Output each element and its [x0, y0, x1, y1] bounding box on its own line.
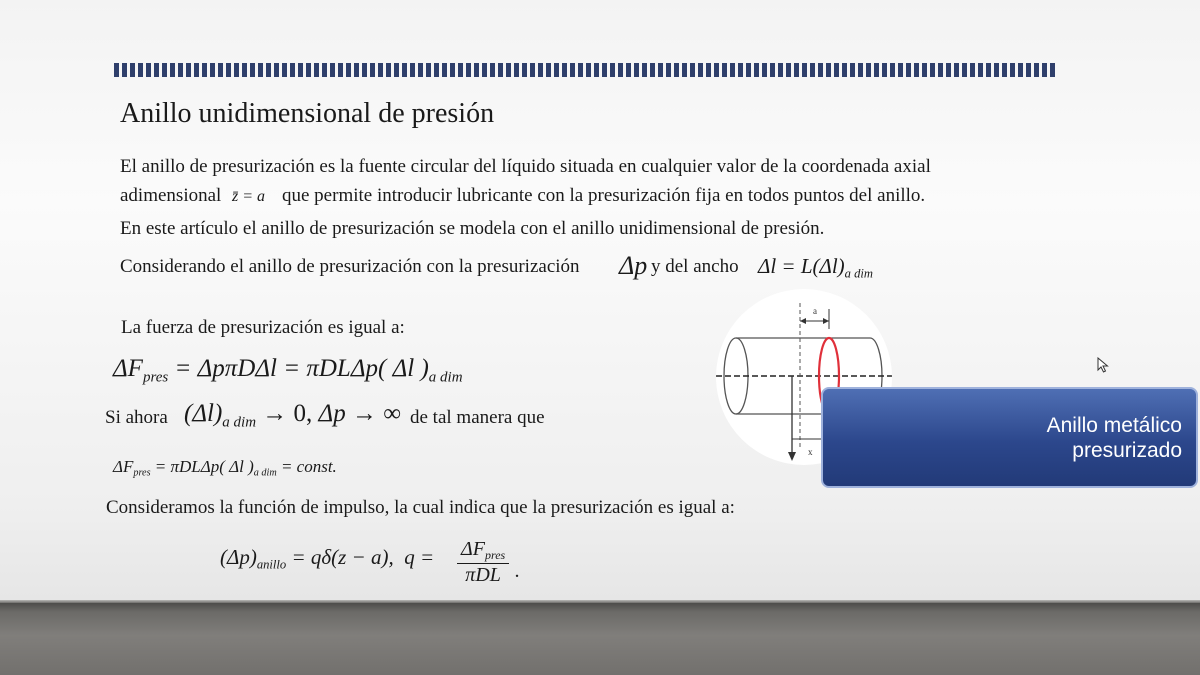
callout-text: [1047, 413, 1182, 463]
callout-banner: [821, 387, 1198, 488]
diagram-label-x: x: [808, 447, 813, 457]
diagram-label-a: a: [813, 306, 817, 316]
paragraph-9: Consideramos la función de impulso, la cual indica que la presurización es igual a:: [106, 497, 735, 518]
formula-const: $\Delta F_{pres} = \pi DL\Delta p$( Δl )$_{a dim}$ = const.: [113, 457, 337, 479]
paragraph-4-mid: y del ancho: [651, 256, 739, 277]
paragraph-2-start: adimensional: [120, 185, 222, 206]
floor-background: [0, 603, 1200, 675]
paragraph-7-end: de tal manera que: [410, 407, 545, 428]
callout-line-2: presurizado: [1072, 439, 1182, 463]
paragraph-3: En este artículo el anillo de presurización se modela con el anillo unidimensional de presión.: [120, 218, 825, 239]
paragraph-7-start: Si ahora: [105, 407, 168, 428]
mouse-pointer-icon: [1097, 357, 1109, 378]
callout-line-1: Anillo metálico: [1046, 414, 1182, 437]
formula-period: .: [515, 560, 520, 582]
formula-z-equals-a: z̄ = a: [232, 188, 266, 205]
paragraph-2-end: que permite introducir lubricante con la presurización fija en todos puntos del anillo.: [282, 185, 926, 206]
paragraph-4-start: Considerando el anillo de presurización con la presurización: [120, 256, 580, 277]
paragraph-1: El anillo de presurización es la fuente circular del líquido situada en cualquier valor de la coordenada axial: [120, 156, 931, 177]
slide-title: Anillo unidimensional de presión: [120, 98, 495, 129]
formula-limit: $(\Delta l)_{a dim} \to 0$, Δp → ∞: [184, 400, 402, 431]
decorative-hatch-bar: [114, 63, 1058, 77]
formula-q-fraction: $\Delta F_{pres}$ πDL: [457, 538, 509, 587]
formula-force: $\Delta F_{pres} = \Delta p\pi D\Delta l = \pi DL\Delta p$( Δl )$_{a dim}$: [113, 355, 463, 386]
formula-delta-p: Δp: [619, 251, 648, 280]
paragraph-5: La fuerza de presurización es igual a:: [121, 317, 405, 338]
formula-delta-l: $\Delta l = L(\Delta l)_{a dim}$: [758, 254, 873, 281]
formula-impulse: $(\Delta p)_{anillo} = q\delta(z - a)$, q =: [220, 545, 435, 572]
